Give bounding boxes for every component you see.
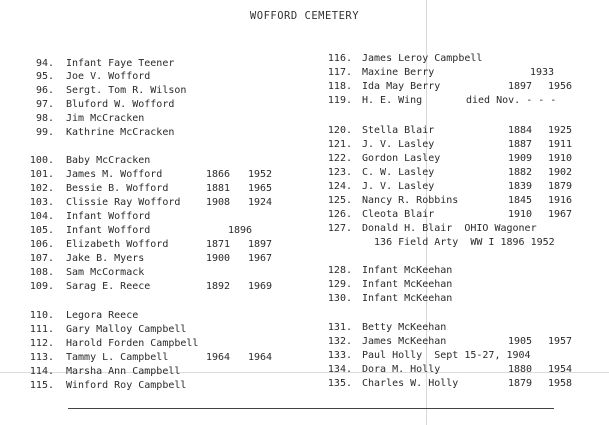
- burial-entry: [0, 321, 609, 334]
- entry-year-2: 1924: [248, 197, 273, 208]
- entry-year-1: 1908: [206, 197, 231, 208]
- burial-entry: [0, 180, 609, 193]
- entry-year-2: 1952: [248, 169, 273, 180]
- entry-name: Elizabeth Wofford: [66, 239, 169, 250]
- entry-name: Jake B. Myers: [66, 253, 145, 264]
- entry-number: 119.: [327, 95, 352, 106]
- entry-year-1: 1897: [508, 81, 533, 92]
- entry-name: Stella Blair: [362, 125, 435, 136]
- entry-name: Clissie Ray Wofford: [66, 197, 181, 208]
- entry-number: 133.: [327, 350, 352, 361]
- entry-number: 109.: [29, 281, 54, 292]
- entry-name: Infant Faye Teener: [66, 58, 175, 69]
- entry-number: 107.: [29, 253, 54, 264]
- entry-number: 97.: [35, 99, 54, 110]
- entry-number: 115.: [29, 380, 54, 391]
- entry-name: Kathrine McCracken: [66, 127, 175, 138]
- entry-name: 136 Field Arty WW I 1896 1952: [362, 237, 555, 248]
- entry-name: Ida May Berry: [362, 81, 441, 92]
- entry-number: 100.: [29, 155, 54, 166]
- burial-entry: [0, 377, 609, 390]
- entry-name: James M. Wofford: [66, 169, 163, 180]
- entry-number: 106.: [29, 239, 54, 250]
- burial-entry: [0, 264, 609, 277]
- entry-name: Tammy L. Campbell: [66, 352, 169, 363]
- entry-year-1: 1900: [206, 253, 231, 264]
- entry-year-1: 1866: [206, 169, 231, 180]
- entry-name: Bluford W. Wofford: [66, 99, 175, 110]
- burial-entry: [0, 166, 609, 179]
- entry-name: Infant Wofford: [66, 225, 151, 236]
- entry-number: 102.: [29, 183, 54, 194]
- entry-name: Maxine Berry: [362, 67, 435, 78]
- entry-number: 111.: [29, 324, 54, 335]
- entry-number: 121.: [327, 139, 352, 150]
- burial-entry: [0, 292, 609, 305]
- entry-number: 103.: [29, 197, 54, 208]
- entry-name: Betty McKeehan: [362, 322, 447, 333]
- entry-name: Marsha Ann Campbell: [66, 366, 181, 377]
- entry-year-2: 1967: [548, 209, 573, 220]
- entry-number: 114.: [29, 366, 54, 377]
- entry-year-2: 1910: [548, 153, 573, 164]
- entry-name: Cleota Blair: [362, 209, 435, 220]
- burial-entry: [0, 335, 609, 348]
- entry-year-1: died Nov. - - -: [466, 95, 557, 106]
- entry-number: 113.: [29, 352, 54, 363]
- entry-number: 116.: [327, 53, 352, 64]
- entry-name: Baby McCracken: [66, 155, 151, 166]
- entry-name: Legora Reece: [66, 310, 139, 321]
- entry-name: Bessie B. Wofford: [66, 183, 169, 194]
- entry-number: 129.: [327, 279, 352, 290]
- entry-number: 104.: [29, 211, 54, 222]
- entry-year-2: 1964: [248, 352, 273, 363]
- entry-number: 105.: [29, 225, 54, 236]
- entry-name: James McKeehan: [362, 336, 447, 347]
- burial-entry: [0, 52, 609, 65]
- entry-name: Joe V. Wofford: [66, 71, 151, 82]
- entry-number: 94.: [35, 58, 54, 69]
- entry-number: 134.: [327, 364, 352, 375]
- entry-year-1: 1933: [530, 67, 555, 78]
- burial-entry: [0, 66, 609, 79]
- entry-year-1: 1845: [508, 195, 533, 206]
- entry-year-1: 1884: [508, 125, 533, 136]
- burial-entry: [0, 194, 609, 207]
- entry-year-1: 1964: [206, 352, 231, 363]
- entry-number: 108.: [29, 267, 54, 278]
- entry-name: Infant McKeehan: [362, 293, 453, 304]
- burial-entry: [0, 80, 609, 93]
- entry-number: 112.: [29, 338, 54, 349]
- burial-entry: [0, 124, 609, 137]
- entry-name: Charles W. Holly: [362, 378, 459, 389]
- entry-year-2: 1879: [548, 181, 573, 192]
- entry-year-2: 1902: [548, 167, 573, 178]
- entry-year-2: 1916: [548, 195, 573, 206]
- entry-name: Gordon Lasley: [362, 153, 441, 164]
- entry-name: J. V. Lasley: [362, 181, 435, 192]
- entry-year-2: 1967: [248, 253, 273, 264]
- entry-number: 127.: [327, 223, 352, 234]
- entry-name: Sarag E. Reece: [66, 281, 151, 292]
- entry-year-1: 1839: [508, 181, 533, 192]
- burial-entry: [0, 208, 609, 221]
- entry-number: 130.: [327, 293, 352, 304]
- entry-name: Sergt. Tom R. Wilson: [66, 85, 187, 96]
- entry-number: 120.: [327, 125, 352, 136]
- entry-number: 117.: [327, 67, 352, 78]
- entry-name: James Leroy Campbell: [362, 53, 483, 64]
- entry-year-1: 1909: [508, 153, 533, 164]
- entry-name: Harold Forden Campbell: [66, 338, 199, 349]
- entry-number: 132.: [327, 336, 352, 347]
- entry-number: 99.: [35, 127, 54, 138]
- entry-number: 95.: [35, 71, 54, 82]
- entry-year-1: 1882: [508, 167, 533, 178]
- entry-name: Paul Holly Sept 15-27, 1904: [362, 350, 531, 361]
- page-title: WOFFORD CEMETERY: [249, 10, 360, 22]
- burial-entry: [0, 94, 609, 107]
- burial-entry: [0, 222, 609, 235]
- entry-name: Winford Roy Campbell: [66, 380, 187, 391]
- entry-number: 123.: [327, 167, 352, 178]
- entry-number: 110.: [29, 310, 54, 321]
- entry-year-1: 1892: [206, 281, 231, 292]
- entry-number: 122.: [327, 153, 352, 164]
- entry-year-1: 1910: [508, 209, 533, 220]
- bottom-rule: [68, 408, 554, 409]
- entry-number: 118.: [327, 81, 352, 92]
- entry-year-2: 1969: [248, 281, 273, 292]
- entry-number: 128.: [327, 265, 352, 276]
- entry-number: 96.: [35, 85, 54, 96]
- burial-entry: [0, 349, 609, 362]
- entry-year-2: 1897: [248, 239, 273, 250]
- entry-name: J. V. Lasley: [362, 139, 435, 150]
- entry-year-2: 1925: [548, 125, 573, 136]
- burial-entry: [0, 152, 609, 165]
- entry-name: Nancy R. Robbins: [362, 195, 459, 206]
- burial-entry: [0, 236, 609, 249]
- entry-year-2: 1911: [548, 139, 573, 150]
- entry-name: Infant Wofford: [66, 211, 151, 222]
- entry-number: 125.: [327, 195, 352, 206]
- entry-year-2: 1956: [548, 81, 573, 92]
- entry-name: C. W. Lasley: [362, 167, 435, 178]
- entry-year-2: 1958: [548, 378, 573, 389]
- entry-name: H. E. Wing: [362, 95, 423, 106]
- burial-entry: [0, 363, 609, 376]
- entry-number: 131.: [327, 322, 352, 333]
- entry-name: Sam McCormack: [66, 267, 145, 278]
- burial-entry: [0, 138, 609, 151]
- entry-name: Dora M. Holly: [362, 364, 441, 375]
- entry-year-2: 1965: [248, 183, 273, 194]
- burial-entry: [0, 278, 609, 291]
- entry-year-1: 1896: [228, 225, 253, 236]
- entry-year-1: 1880: [508, 364, 533, 375]
- entry-year-1: 1871: [206, 239, 231, 250]
- entry-year-1: 1881: [206, 183, 231, 194]
- entry-name: Infant McKeehan: [362, 265, 453, 276]
- entry-year-1: 1905: [508, 336, 533, 347]
- entry-number: 98.: [35, 113, 54, 124]
- entry-year-1: 1887: [508, 139, 533, 150]
- entry-name: Gary Malloy Campbell: [66, 324, 187, 335]
- entry-number: 126.: [327, 209, 352, 220]
- entry-year-1: 1879: [508, 378, 533, 389]
- entry-number: 124.: [327, 181, 352, 192]
- entry-year-2: 1957: [548, 336, 573, 347]
- entry-name: Donald H. Blair OHIO Wagoner: [362, 223, 537, 234]
- entry-name: Jim McCracken: [66, 113, 145, 124]
- entry-number: 135.: [327, 378, 352, 389]
- entry-number: 101.: [29, 169, 54, 180]
- entry-year-2: 1954: [548, 364, 573, 375]
- entry-name: Infant McKeehan: [362, 279, 453, 290]
